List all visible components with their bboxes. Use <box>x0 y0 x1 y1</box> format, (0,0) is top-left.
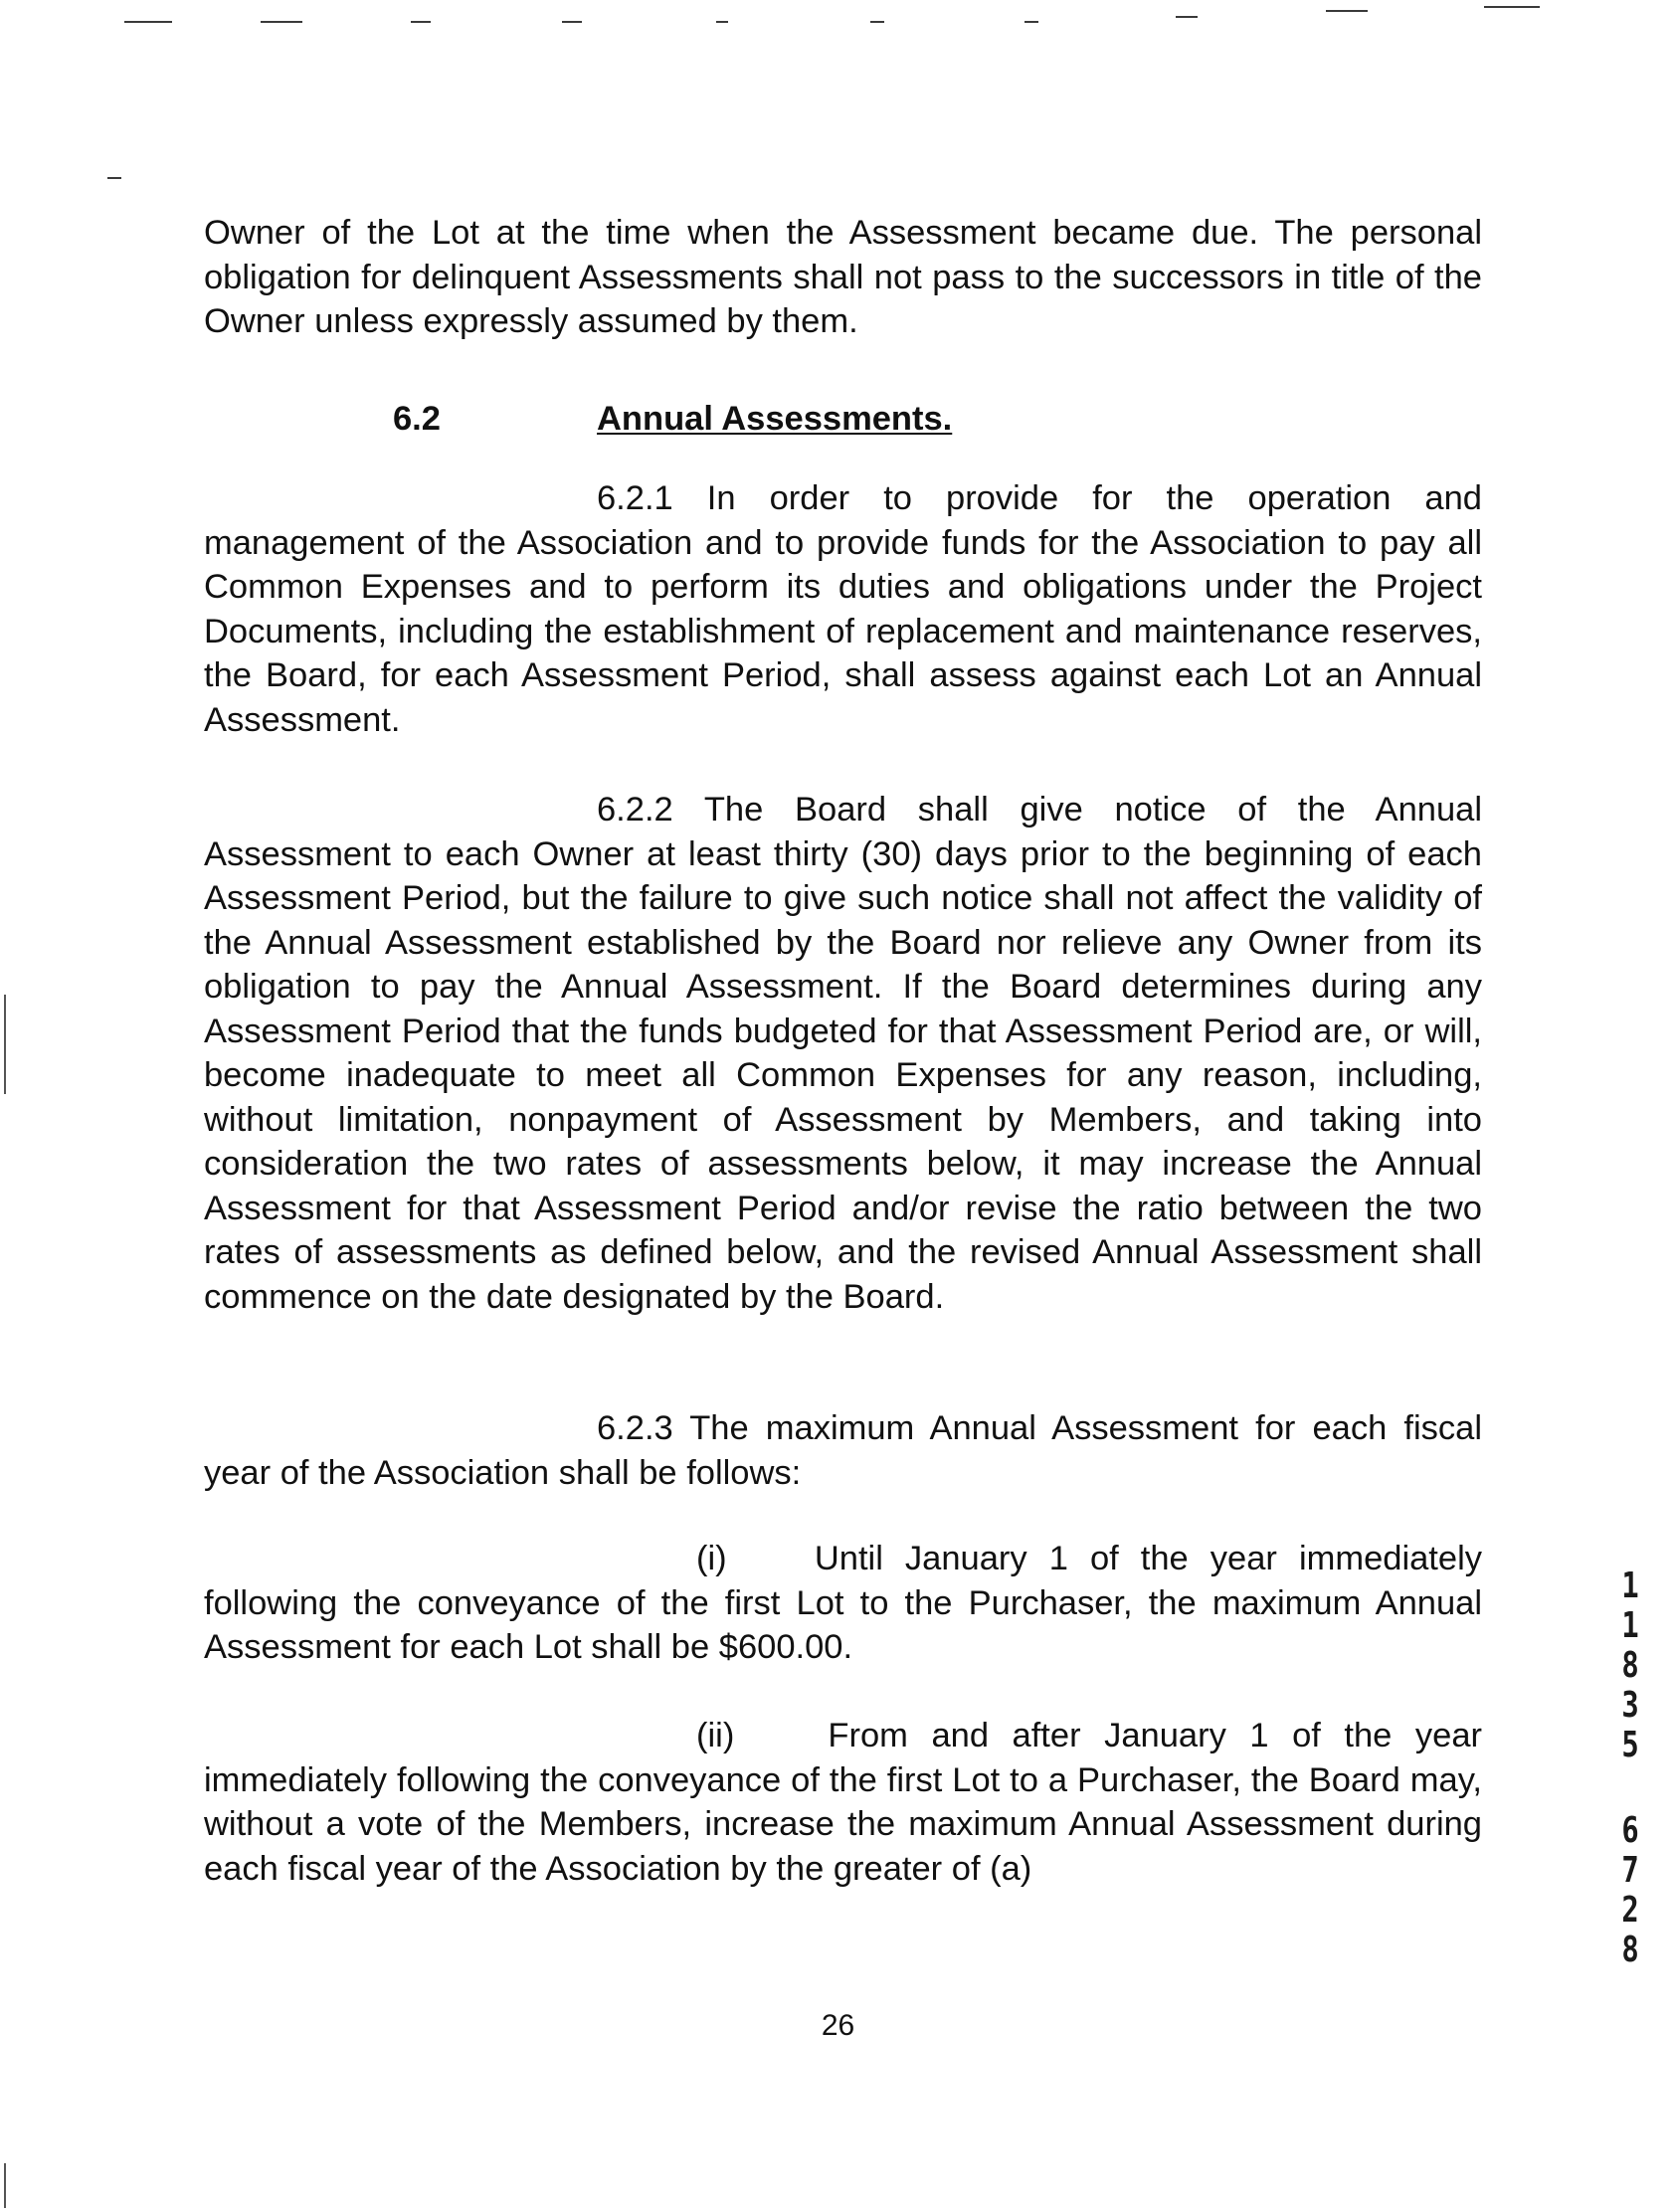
paragraph-6-2-2: 6.2.2 The Board shall give notice of the Annual Assessment to each Owner at least thirty (30) days prior to the beginning of each Assessment Period, but the failure to give such notice shall not affect the validity of the Annual Assessment established by the Board nor relieve any Owner from its obligation to pay the Annual Assessment. If the Board determines during any Assessment Period that the funds budgeted for that Assessment Period are, or will, become inadequate to meet all Common Expenses for any reason, including, without limitation, nonpayment of Assessment by Members, and taking into consideration the two rates of assessments below, it may increase the Annual Assessment for that Assessment Period and/or revise the ratio between the two rates of assessments as defined below, and the revised Annual Assessment shall commence on the date designated by the Board. <box>204 791 1482 1316</box>
section-number: 6.2 <box>393 400 441 438</box>
scan-artifact-edge <box>4 995 6 1094</box>
stamp-digit: 6 <box>1621 1810 1639 1851</box>
stamp-digit: 1 <box>1621 1605 1639 1646</box>
stamp-digit: 8 <box>1621 1645 1639 1686</box>
stamp-digit: 5 <box>1621 1725 1639 1765</box>
stamp-digit: 2 <box>1621 1890 1639 1931</box>
scan-artifact-line <box>1326 10 1368 12</box>
scan-artifact-line <box>716 21 728 23</box>
scan-artifact-line <box>107 177 121 179</box>
stamp-gap <box>1615 1765 1645 1811</box>
section-heading <box>393 397 952 441</box>
stamp-digit: 3 <box>1621 1685 1639 1726</box>
section-title: Annual Assessments. <box>597 400 953 438</box>
scan-artifact-line <box>261 21 302 23</box>
scan-artifact-line <box>1024 21 1038 23</box>
stamp-digit: 8 <box>1621 1930 1639 1970</box>
scan-artifact-edge <box>4 2163 6 2208</box>
scan-artifact-line <box>411 21 431 23</box>
page-number: 26 <box>821 2009 855 2042</box>
scan-artifact-line <box>870 21 884 23</box>
stamp-digit: 1 <box>1621 1566 1639 1606</box>
scan-artifact-line <box>1484 6 1540 8</box>
paragraph-6-2-3: 6.2.3 The maximum Annual Assessment for each fiscal year of the Association shall be follows: <box>204 1409 1482 1492</box>
paragraph-6-2-1: 6.2.1 In order to provide for the operation and management of the Association and to provide funds for the Association to pay all Common Expenses and to perform its duties and obligations under the Project Documents, including the establishment of replacement and maintenance reserves, the Board, for each Assessment Period, shall assess against each Lot an Annual Assessment. <box>204 479 1482 739</box>
stamp-digit: 7 <box>1621 1850 1639 1891</box>
scan-artifact-line <box>562 21 582 23</box>
scan-artifact-line <box>1176 16 1198 18</box>
subparagraph-i: (i) Until January 1 of the year immediately following the conveyance of the first Lot to the Purchaser, the maximum Annual Assessment for each Lot shall be $600.00. <box>204 1540 1482 1666</box>
recording-stamp <box>1615 1567 1645 1970</box>
scan-artifact-line <box>124 21 172 23</box>
subparagraph-ii: (ii) From and after January 1 of the year immediately following the conveyance of the first Lot to a Purchaser, the Board may, without a vote of the Members, increase the maximum Annual Assessment during each fiscal year of the Association by the greater of (a) <box>204 1717 1482 1888</box>
continuation-paragraph: Owner of the Lot at the time when the Assessment became due. The personal obligation for delinquent Assessments shall not pass to the successors in title of the Owner unless expressly assumed by them. <box>204 214 1482 340</box>
